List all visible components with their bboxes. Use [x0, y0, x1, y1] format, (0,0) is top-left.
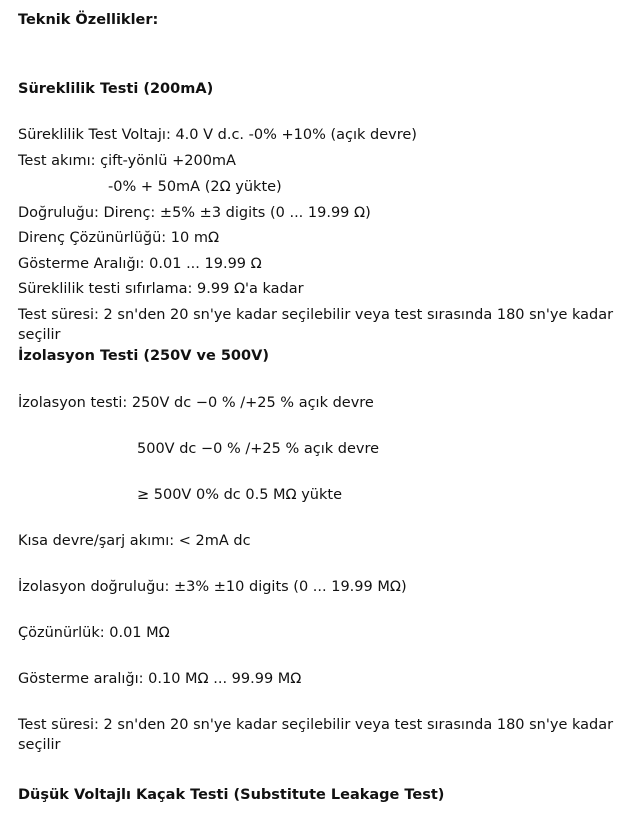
- continuity-accuracy: Doğruluğu: Direnç: ±5% ±3 digits (0 ... 19.99 Ω): [18, 205, 371, 221]
- insulation-250v: İzolasyon testi: 250V dc −0 % /+25 % açık devre: [18, 395, 374, 411]
- insulation-heading: İzolasyon Testi (250V ve 500V): [18, 348, 269, 364]
- insulation-range: Gösterme aralığı: 0.10 MΩ ... 99.99 MΩ: [18, 671, 302, 687]
- insulation-load: ≥ 500V 0% dc 0.5 MΩ yükte: [137, 487, 343, 503]
- insulation-duration: Test süresi: 2 sn'den 20 sn'ye kadar seçilebilir veya test sırasında 180 sn'ye kadar seçilir: [18, 717, 614, 753]
- continuity-resolution: Direnç Çözünürlüğü: 10 mΩ: [18, 230, 220, 246]
- continuity-duration: Test süresi: 2 sn'den 20 sn'ye kadar seçilebilir veya test sırasında 180 sn'ye kadar seçilir: [18, 307, 614, 343]
- continuity-voltage: Süreklilik Test Voltajı: 4.0 V d.c. -0% +10% (açık devre): [18, 127, 417, 143]
- continuity-current-tolerance: -0% + 50mA (2Ω yükte): [108, 179, 282, 195]
- continuity-current: Test akımı: çift-yönlü +200mA: [18, 153, 236, 169]
- leakage-heading: Düşük Voltajlı Kaçak Testi (Substitute Leakage Test): [18, 787, 445, 803]
- continuity-zeroing: Süreklilik testi sıfırlama: 9.99 Ω'a kadar: [18, 281, 304, 297]
- insulation-500v: 500V dc −0 % /+25 % açık devre: [137, 441, 380, 457]
- insulation-short-circuit: Kısa devre/şarj akımı: < 2mA dc: [18, 533, 251, 549]
- continuity-range: Gösterme Aralığı: 0.01 ... 19.99 Ω: [18, 256, 262, 272]
- continuity-heading: Süreklilik Testi (200mA): [18, 81, 214, 97]
- insulation-accuracy: İzolasyon doğruluğu: ±3% ±10 digits (0 ... 19.99 MΩ): [18, 579, 407, 595]
- insulation-resolution: Çözünürlük: 0.01 MΩ: [18, 625, 170, 641]
- page-title: Teknik Özellikler:: [18, 12, 159, 28]
